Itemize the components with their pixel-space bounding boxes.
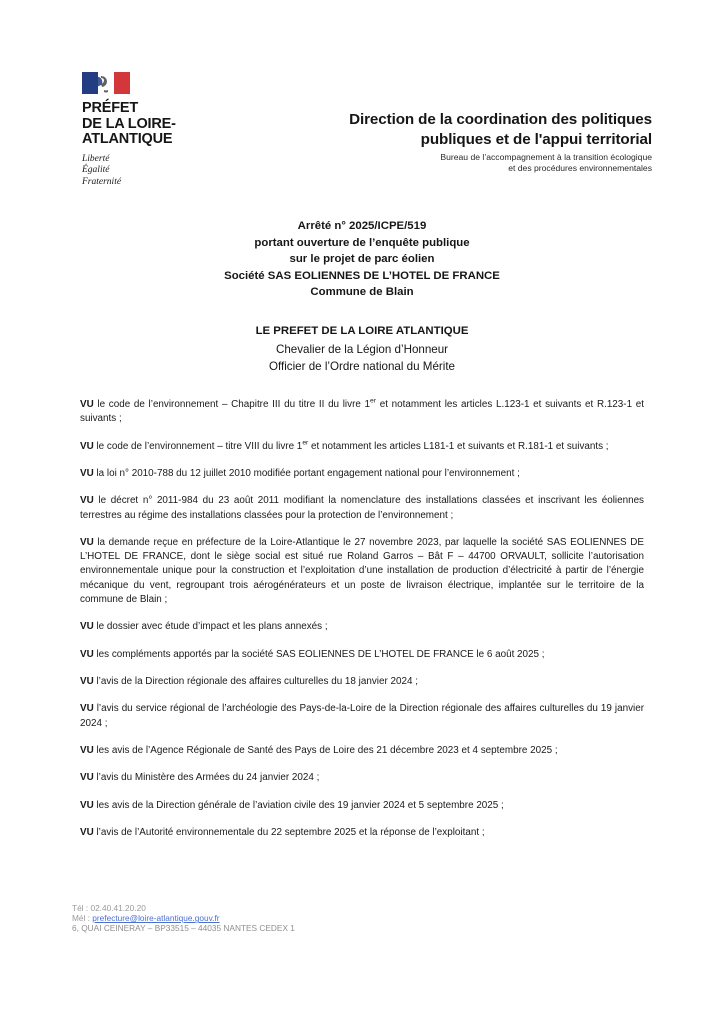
ordinal-suffix: er (302, 439, 309, 447)
footer-phone-row (72, 903, 652, 913)
vu-label: VU (80, 440, 94, 452)
arrete-subject-line-2: sur le projet de parc éolien (289, 253, 435, 265)
department-subtitle-line-1: Bureau de l’accompagnement à la transition écologique (440, 152, 652, 162)
arrete-title-block (72, 218, 652, 301)
vu-label: VU (80, 827, 94, 839)
vu-label: VU (80, 621, 94, 633)
arrete-commune: Commune de Blain (310, 286, 414, 298)
vu-label: VU (80, 744, 94, 756)
department-subtitle-line-2: et des procédures environnementales (508, 162, 652, 173)
vu-code-environnement-chapitre-iii: VU le code de l’environnement – Chapitre III du titre II du livre 1er et notamment les articles L.123-1 et suivants et R.123-1 et suivants ; (80, 397, 644, 425)
vu-label: VU (80, 467, 94, 479)
marianne-french-flag-icon (82, 72, 130, 94)
vu-label: VU (80, 648, 94, 660)
republic-motto (82, 154, 230, 189)
vu-avis-dgac: VU les avis de la Direction générale de l’aviation civile des 19 janvier 2024 et 5 septembre 2025 ; (80, 799, 504, 811)
department-subtitle (230, 152, 652, 173)
vu-label: VU (80, 495, 94, 507)
brand-line-1: PRÉFET (82, 100, 138, 116)
brand-name (82, 101, 230, 148)
vu-label: VU (80, 799, 94, 811)
vu-avis-ministere-armees: VU l’avis du Ministère des Armées du 24 janvier 2024 ; (80, 772, 320, 784)
brand-line-3: ATLANTIQUE (82, 131, 173, 147)
vu-label: VU (80, 399, 94, 410)
footer-mail-row (72, 913, 652, 923)
vu-code-environnement-titre-viii: VU le code de l’environnement – titre VIII du livre 1er et notamment les articles L181-1 et suivants et R.181-1 et suivants ; (80, 439, 609, 452)
arrete-number: Arrêté n° 2025/ICPE/519 (297, 220, 427, 232)
department-title-line-2: publiques et de l'appui territorial (420, 131, 652, 148)
arrete-subject-line-1: portant ouverture de l’enquête publique (254, 236, 470, 249)
prefet-honour-merite: Officier de l’Ordre national du Mérite (268, 360, 455, 373)
vu-label: VU (80, 536, 94, 548)
footer-address: 6, QUAI CEINERAY – BP33515 – 44035 NANTES CEDEX 1 (72, 923, 295, 934)
vu-complements-societe: VU les compléments apportés par la société SAS EOLIENNES DE L’HOTEL DE FRANCE le 6 août 2025 ; (80, 648, 545, 660)
prefet-heading-block (72, 323, 652, 376)
arrete-company: Société SAS EOLIENNES DE L’HOTEL DE FRANCE (224, 269, 500, 282)
vu-avis-autorite-environnementale: VU l’avis de l’Autorité environnementale du 22 septembre 2025 et la réponse de l’exploitant ; (80, 827, 485, 839)
department-title (230, 110, 652, 150)
prefet-title: LE PREFET DE LA LOIRE ATLANTIQUE (255, 325, 469, 337)
vu-dossier-etude-impact: VU le dossier avec étude d’impact et les plans annexés ; (80, 621, 328, 633)
vu-label: VU (80, 703, 94, 715)
motto-liberte: Liberté (82, 153, 110, 164)
vu-clauses-list (80, 398, 644, 840)
vu-demande-prefecture: VU la demande reçue en préfecture de la Loire-Atlantique le 27 novembre 2023, par laquelle la société SAS EOLIENNES DE L’HOTEL DE FRANCE, dont le siège social est situé rue Roland Garros – Bât F – 44700 ORVAULT, sollicite l’autorisation environnementale unique pour la construction et l’exploitation d’une installation de production d’électricité à partir de l’énergie mécanique du vent, regroupant trois aérogénérateurs et un poste de livraison électrique, implantée sur le territoire de la commune de Blain ; (80, 536, 644, 605)
brand-line-2: DE LA LOIRE- (82, 115, 176, 132)
motto-egalite: Égalité (82, 165, 110, 175)
footer-mail-label: Mél : (72, 913, 90, 924)
prefet-honour-legion: Chevalier de la Légion d’Honneur (275, 342, 449, 356)
department-title-line-1: Direction de la coordination des politiques (349, 111, 652, 128)
vu-label: VU (80, 772, 94, 784)
vu-loi-2010-788: VU la loi n° 2010-788 du 12 juillet 2010 modifiée portant engagement national pour l’environnement ; (80, 467, 520, 479)
footer-phone-label: Tél : (72, 903, 89, 913)
document-header (0, 72, 724, 188)
footer-phone-value: 02.40.41.20.20 (90, 903, 146, 913)
department-header-block (230, 72, 724, 173)
document-footer (72, 903, 652, 934)
vu-avis-drac: VU l’avis de la Direction régionale des affaires culturelles du 18 janvier 2024 ; (80, 675, 418, 687)
vu-avis-archeologie: VU l’avis du service régional de l’archéologie des Pays-de-la-Loire de la Direction régionale des affaires culturelles du 19 janvier 2024 ; (80, 703, 644, 729)
motto-fraternite: Fraternité (82, 176, 122, 187)
vu-decret-2011-984: VU le décret n° 2011-984 du 23 août 2011 modifiant la nomenclature des installations classées et inscrivant les éoliennes terrestres au régime des installations classées pour la protection de l’environnement ; (80, 495, 644, 521)
vu-label: VU (80, 675, 94, 687)
republic-brand-block (0, 72, 230, 188)
ordinal-suffix: er (370, 397, 377, 405)
vu-avis-ars: VU les avis de l’Agence Régionale de Santé des Pays de Loire des 21 décembre 2023 et 4 septembre 2025 ; (80, 744, 558, 756)
footer-mail-link[interactable]: prefecture@loire-atlantique.gouv.fr (92, 913, 220, 924)
